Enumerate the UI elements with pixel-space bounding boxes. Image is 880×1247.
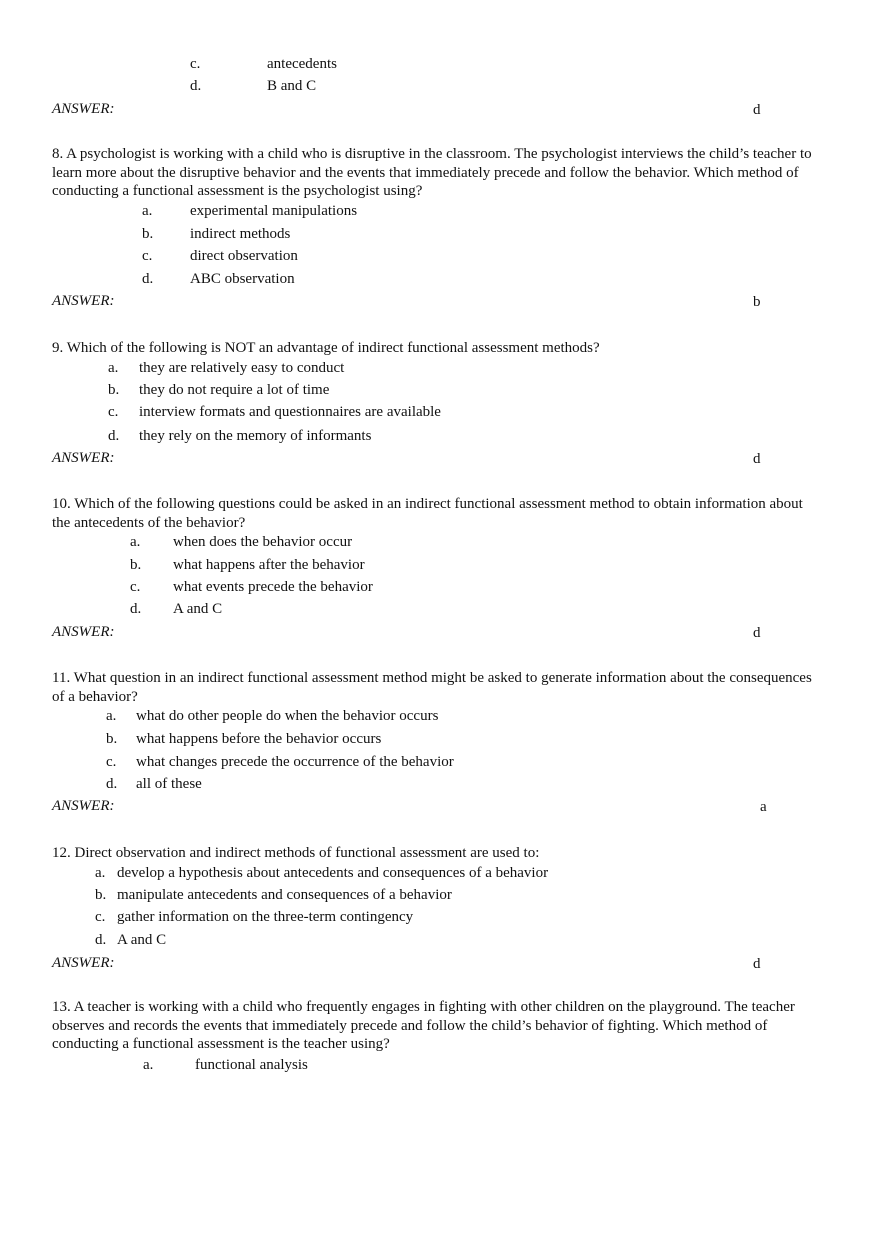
q9-option-c-text: interview formats and questionnaires are available [139, 404, 441, 420]
q12-option-c-text: gather information on the three-term contingency [117, 909, 414, 925]
q12-option-b-letter: b. [95, 887, 107, 903]
q10-answer-value: d [753, 625, 761, 641]
q8-option-d-text: ABC observation [190, 271, 295, 287]
q10-option-b-text: what happens after the behavior [173, 557, 365, 573]
q12-answer-value: d [753, 956, 761, 972]
q8-option-c-text: direct observation [190, 248, 298, 264]
q8-option-b-text: indirect methods [190, 226, 291, 242]
q9-option-a-letter: a. [108, 360, 119, 376]
q8-option-a-letter: a. [142, 203, 153, 219]
q8-answer-value: b [753, 294, 761, 310]
q12-option-b-text: manipulate antecedents and consequences of a behavior [117, 887, 452, 903]
q11-answer-value: a [760, 799, 767, 815]
q10-option-a-text: when does the behavior occur [173, 534, 353, 550]
q7-answer-label: ANSWER: [52, 101, 115, 117]
q10-option-d-text: A and C [173, 601, 223, 617]
q9-option-a-text: they are relatively easy to conduct [139, 360, 345, 376]
q11-option-d-letter: d. [106, 776, 118, 792]
q10-option-a-letter: a. [130, 534, 141, 550]
q9-answer-label: ANSWER: [52, 450, 115, 466]
q12-option-d-text: A and C [117, 932, 167, 948]
q7-option-d-letter: d. [190, 78, 202, 94]
q8-text: 8. A psychologist is working with a child who is disruptive in the classroom. The psychologist interviews the child’s teacher to learn more about the disruptive behavior and the events that immediately precede and follow the behavior. Which method of conducting a functional assessment is the psychologist using? [52, 146, 812, 199]
q10-option-b-letter: b. [130, 557, 142, 573]
q12-option-a-text: develop a hypothesis about antecedents and consequences of a behavior [117, 865, 549, 881]
q9-option-c-letter: c. [108, 404, 119, 420]
q8-answer-label: ANSWER: [52, 293, 115, 309]
q10-option-d-letter: d. [130, 601, 142, 617]
q11-option-a-text: what do other people do when the behavior occurs [136, 708, 439, 724]
q12-option-a-letter: a. [95, 865, 106, 881]
q11-answer-label: ANSWER: [52, 798, 115, 814]
q8-option-a-text: experimental manipulations [190, 203, 358, 219]
q10-answer-label: ANSWER: [52, 624, 115, 640]
q10-option-c-letter: c. [130, 579, 141, 595]
q11-text: 11. What question in an indirect functional assessment method might be asked to generate information about the consequences of a behavior? [52, 670, 812, 705]
q11-option-b-letter: b. [106, 731, 118, 747]
q7-option-d-text: B and C [267, 78, 317, 94]
q8-option-c-letter: c. [142, 248, 153, 264]
q11-option-a-letter: a. [106, 708, 117, 724]
q8-option-d-letter: d. [142, 271, 154, 287]
q9-option-d-letter: d. [108, 428, 120, 444]
q13-option-a-text: functional analysis [195, 1057, 308, 1073]
q7-option-c-text: antecedents [267, 56, 337, 72]
q11-option-c-letter: c. [106, 754, 117, 770]
q10-text: 10. Which of the following questions could be asked in an indirect functional assessment method to obtain information about the antecedents of the behavior? [52, 496, 803, 531]
q11-option-b-text: what happens before the behavior occurs [136, 731, 382, 747]
q7-answer-value: d [753, 102, 761, 118]
q9-text: 9. Which of the following is NOT an advantage of indirect functional assessment methods? [52, 340, 600, 356]
q9-option-d-text: they rely on the memory of informants [139, 428, 372, 444]
q11-option-c-text: what changes precede the occurrence of the behavior [136, 754, 454, 770]
q12-answer-label: ANSWER: [52, 955, 115, 971]
q12-option-d-letter: d. [95, 932, 107, 948]
q9-answer-value: d [753, 451, 761, 467]
q10-option-c-text: what events precede the behavior [173, 579, 373, 595]
q11-option-d-text: all of these [136, 776, 202, 792]
q13-text: 13. A teacher is working with a child who frequently engages in fighting with other children on the playground. The teacher observes and records the events that immediately precede and follow the child’s behavior of fighting. Which method of conducting a functional assessment is the teacher using? [52, 999, 795, 1052]
q8-option-b-letter: b. [142, 226, 154, 242]
q12-text: 12. Direct observation and indirect methods of functional assessment are used to: [52, 845, 540, 861]
q12-option-c-letter: c. [95, 909, 106, 925]
q7-option-c-letter: c. [190, 56, 201, 72]
q9-option-b-letter: b. [108, 382, 120, 398]
q9-option-b-text: they do not require a lot of time [139, 382, 330, 398]
q13-option-a-letter: a. [143, 1057, 154, 1073]
